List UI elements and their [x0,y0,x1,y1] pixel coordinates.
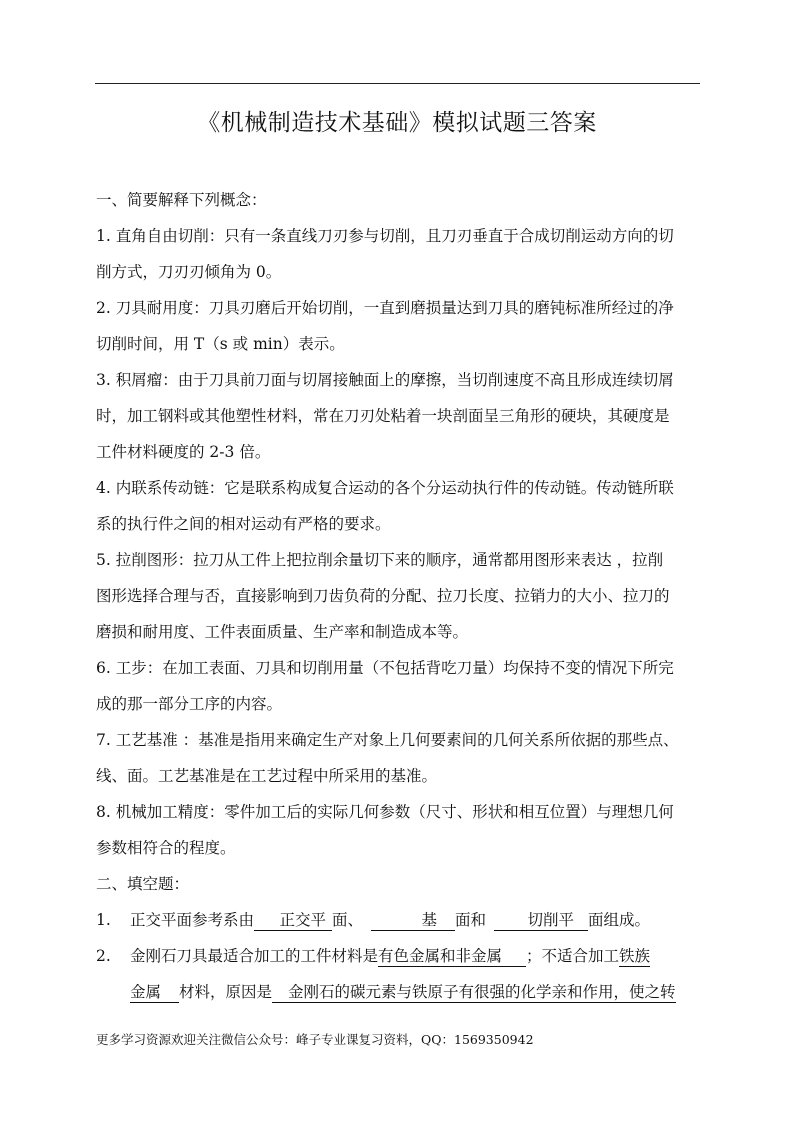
answer-text: 铁族 [619,947,651,965]
answer-text: 有色金属和非金属 [378,947,503,965]
paragraph-line: 4. 内联系传动链：它是联系构成复合运动的各个分运动执行件的传动链。传动链所联 [96,479,674,497]
paragraph-line: 工件材料硬度的 2-3 倍。 [96,443,271,461]
footer-note: 更多学习资源欢迎关注微信公众号：峰子专业课复习资料，QQ：1569350942 [96,1032,534,1047]
question-text: 正交平面参考系由 [130,911,255,929]
header-rule [95,83,700,84]
paragraph-line: 8. 机械加工精度：零件加工后的实际几何参数（尺寸、形状和相互位置）与理想几何 [96,803,674,821]
question-number: 2. [96,947,111,965]
paragraph-line: 削方式，刀刃刃倾角为 0。 [96,263,282,281]
fill-question-2-cont [96,974,700,1010]
fill-question-2 [96,938,700,974]
paragraph-line: 参数相符合的程度。 [96,839,236,857]
paragraph-line: 7. 工艺基准 ：基准是指用来确定生产对象上几何要素间的几何关系所依据的那些点、 [96,731,679,749]
answer-text: 金刚石的碳元素与铁原子有很强的化学亲和作用，使之转 [288,983,676,1001]
question-text: ；不适合加工 [526,947,620,965]
answer-text: 基 [421,911,438,929]
paragraph-line: 6. 工步：在加工表面、刀具和切削用量（不包括背吃刀量）均保持不变的情况下所完 [96,659,674,677]
answer-blank [378,946,526,967]
paragraph-line: 磨损和耐用度、工件表面质量、生产率和制造成本等。 [96,623,469,641]
question-text: 材料，原因是 [179,983,273,1001]
document-body [96,182,700,1010]
answer-blank [494,910,588,931]
answer-blank [254,910,332,931]
section-heading: 二、填空题： [96,875,190,893]
paragraph-line: 1. 直角自由切削：只有一条直线刀刃参与切削，且刀刃垂直于合成切削运动方向的切 [96,227,674,245]
paragraph-line: 时，加工钢料或其他塑性材料，常在刀刃处粘着一块剖面呈三角形的硬块，其硬度是 [96,407,670,425]
answer-text: 正交平 [279,911,327,929]
paragraph-line: 图形选择合理与否，直接影响到刀齿负荷的分配、拉刀长度、拉销力的大小、拉刀的 [96,587,670,605]
paragraph-line: 线、面。工艺基准是在工艺过程中所采用的基准。 [96,767,438,785]
question-text: 面、 [332,911,364,929]
paragraph-line: 2. 刀具耐用度：刀具刃磨后开始切削，一直到磨损量达到刀具的磨钝标准所经过的净 [96,299,674,317]
paragraph-line: 3. 积屑瘤：由于刀具前刀面与切屑接触面上的摩擦，当切削速度不高且形成连续切屑 [96,371,674,389]
answer-blank [130,982,179,1003]
question-text: 面组成。 [588,911,651,929]
question-number: 1. [96,911,111,929]
answer-blank [272,982,676,1003]
paragraph-line: 成的那一部分工序的内容。 [96,695,283,713]
section-heading: 一、简要解释下列概念： [96,191,267,209]
answer-text: 金属 [130,983,162,1001]
answer-blank [619,946,650,967]
fill-question-1 [96,902,700,938]
answer-blank [371,910,455,931]
answer-text: 切削平 [527,911,575,929]
question-text: 金刚石刀具最适合加工的工件材料是 [130,947,379,965]
question-text: 面和 [455,911,487,929]
page-title: 《机械制造技术基础》模拟试题三答案 [197,110,597,136]
paragraph-line: 系的执行件之间的相对运动有严格的要求。 [96,515,391,533]
paragraph-line: 切削时间，用 T（s 或 min）表示。 [96,335,345,353]
paragraph-line: 5. 拉削图形：拉刀从工件上把拉削余量切下来的顺序，通常都用图形来表达 ，拉削 [96,551,664,569]
